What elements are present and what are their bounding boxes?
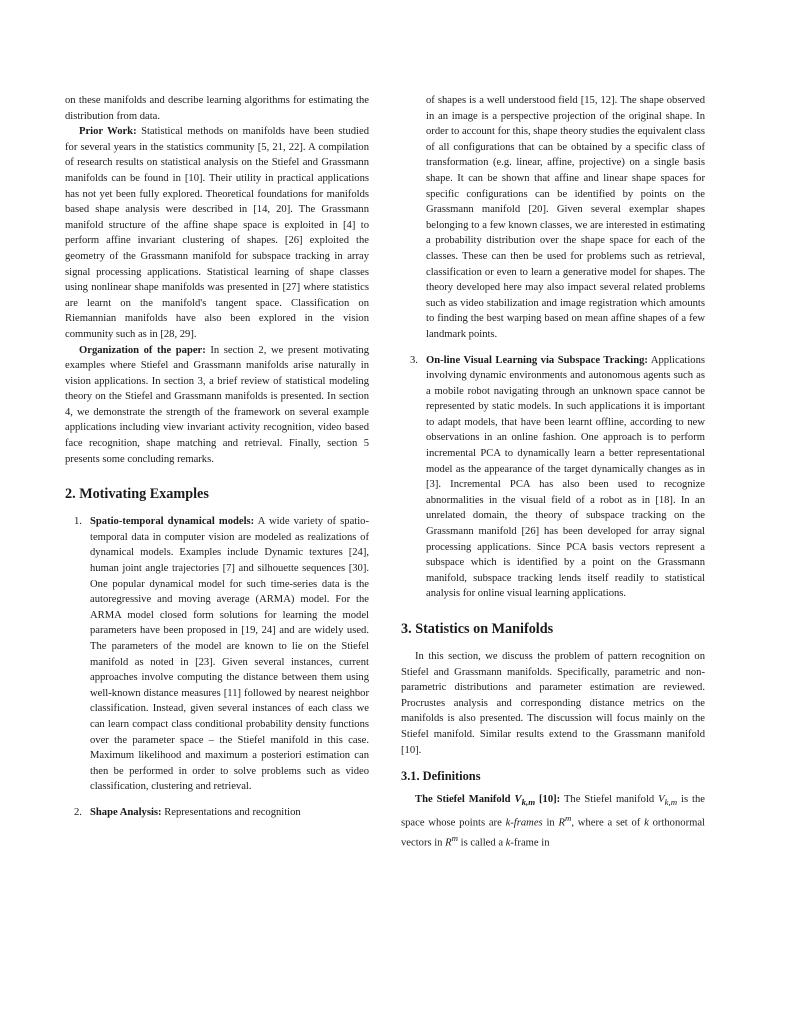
- organization-text: In section 2, we present motivating examples where Stiefel and Grassmann manifolds arise naturally in vision applications. In section 3, a brief review of statistical modeling theory on the Stiefel and Grassmann manifolds is presented. In section 4, we demonstrate the strength of the framework on several example applications including view invariant activity recognition, video based face recognition, shape matching and retrieval. Finally, section 5 presents some concluding remarks.: [65, 344, 369, 465]
- section-2-heading: 2. Motivating Examples: [65, 486, 209, 503]
- list-item-online-learning: [401, 353, 705, 603]
- intro-paragraph-end: on these manifolds and describe learning algorithms for estimating the distribution from data.: [65, 95, 369, 122]
- list-number-3: 3.: [410, 354, 418, 366]
- item2-label: Shape Analysis:: [90, 806, 162, 818]
- item2-continuation: of shapes is a well understood field [15, 12]. The shape observed in an image is a perspective projection of the original shape. In order to account for this, shape theory studies the equivalent class of all configurations that can be obtained by a specific class of transformation (e.g. linear, affine, projective) on a single basis shape. It can be shown that affine and linear shape spaces for specific configurations can be identified by points on the Grassmann manifold [20]. Given several exemplar shapes belonging to a few known classes, we are interested in estimating a probability distribution over the shape space for each of the classes. These can then be used for problems such as retrieval, classification or even to learn a generative model for shapes. The theory developed here may also impact several related problems such as video stabilization and image registration which amounts to finding the best warping based on mean affine shapes of a few landmark points.: [426, 95, 705, 340]
- right-column: [401, 93, 705, 851]
- section-3-paragraph: In this section, we discuss the problem of pattern recognition on Stiefel and Grassmann manifolds. Specifically, parametric and non-parametric distributions and parameter estimation are reviewed. Procrustes analysis and corresponding distance metrics on the manifolds is also presented. The discussion will focus mainly on the Stiefel manifold. Similar results extend to the Grassmann manifold [10].: [401, 651, 705, 756]
- item1-text: A wide variety of spatio-temporal data in computer vision are modeled as realizations of dynamical models. Examples include Dynamic textures [24], human joint angle trajectories [7] and silhouette sequences [30]. One popular dynamical model for such time-series data is the autoregressive and moving average (ARMA) model. For the ARMA model closed form solutions for learning the model parameters have been proposed in [19, 24] and are widely used. The parameters of the model are known to lie on the Stiefel manifold as noted in [23]. Given several instances, current approaches involve computing the distance between them using well-known distance measures [11] followed by nearest neighbor classification. Instead, given several instances of each class we can learn compact class conditional probability density functions over the parameter space – the Stiefel manifold in this case. Maximum likelihood and maximum a posteriori estimation can then be performed in order to solve problems such as video classification, clustering and retrieval.: [90, 516, 369, 793]
- prior-work-label: Prior Work:: [79, 126, 137, 138]
- prior-work-paragraph: [65, 124, 369, 342]
- item3-text: Applications involving dynamic environments and autonomous agents such as a mobile robot navigating through an unknown space cannot be represented by static models. In such applications it is important to adapt models, that have been learnt offline, according to new observations in an online fashion. One approach is to perform incremental PCA to dynamically learn a better representational model as the appearance of the target dynamically changes as in [3]. Incremental PCA has also been used to recognize abnormalities in the visual field of a robot as in [18]. In an unrelated domain, the theory of subspace tracking on the Grassmann manifold [26] has been developed for array signal processing applications. Since PCA basis vectors represent a subspace which is identified by a point on the Grassmann manifold, subspace tracking lends itself readily to statistical analysis for online visual learning applications.: [426, 354, 705, 600]
- organization-paragraph: [65, 343, 369, 468]
- item1-label: Spatio-temporal dynamical models:: [90, 516, 255, 528]
- organization-label: Organization of the paper:: [79, 344, 206, 356]
- item2-text: Representations and recognition: [164, 806, 301, 818]
- list-number-1: 1.: [74, 516, 82, 528]
- prior-work-text: Statistical methods on manifolds have been studied for several years in the statistics community [5, 21, 22]. A compilation of research results on statistical analysis on the Stiefel and Grassmann manifolds can be found in [10]. Their utility in practical applications has not yet been fully explored. Theoretical foundations for manifolds based shape analysis were described in [14, 20]. The Grassmann manifold structure of the affine shape space is exploited in [4] to perform affine invariant clustering of shapes. [26] exploited the geometry of the Grassmann manifold for subspace tracking in array signal processing applications. Statistical learning of shape classes using nonlinear shape manifolds was presented in [27] where statistics are learnt on the manifold's tangent space. Classification on Riemannian manifolds have also been explored in the vision community such as in [28, 29].: [65, 126, 369, 340]
- list-item-shape-analysis: [65, 805, 369, 821]
- stiefel-definition-paragraph: The Stiefel Manifold $V_{k,m}$ [10]: The Stiefel manifold $V_{k,m}$ is the space whose points are k-frames in $R^m$, where a set of k orthonormal vectors in $R^m$ is called a k-frame in: [401, 794, 705, 849]
- list-item-spatio-temporal: [65, 514, 369, 795]
- item3-label: On-line Visual Learning via Subspace Tracking:: [426, 354, 648, 366]
- left-column: [65, 93, 369, 821]
- list-number-2: 2.: [74, 806, 82, 818]
- subsection-3-1-heading: 3.1. Definitions: [401, 769, 481, 784]
- definition-label: The Stiefel Manifold $V_{k,m}$ [10]:: [415, 794, 561, 808]
- section-3-heading: 3. Statistics on Manifolds: [401, 621, 554, 637]
- list-item-shape-analysis-continued: [401, 93, 705, 343]
